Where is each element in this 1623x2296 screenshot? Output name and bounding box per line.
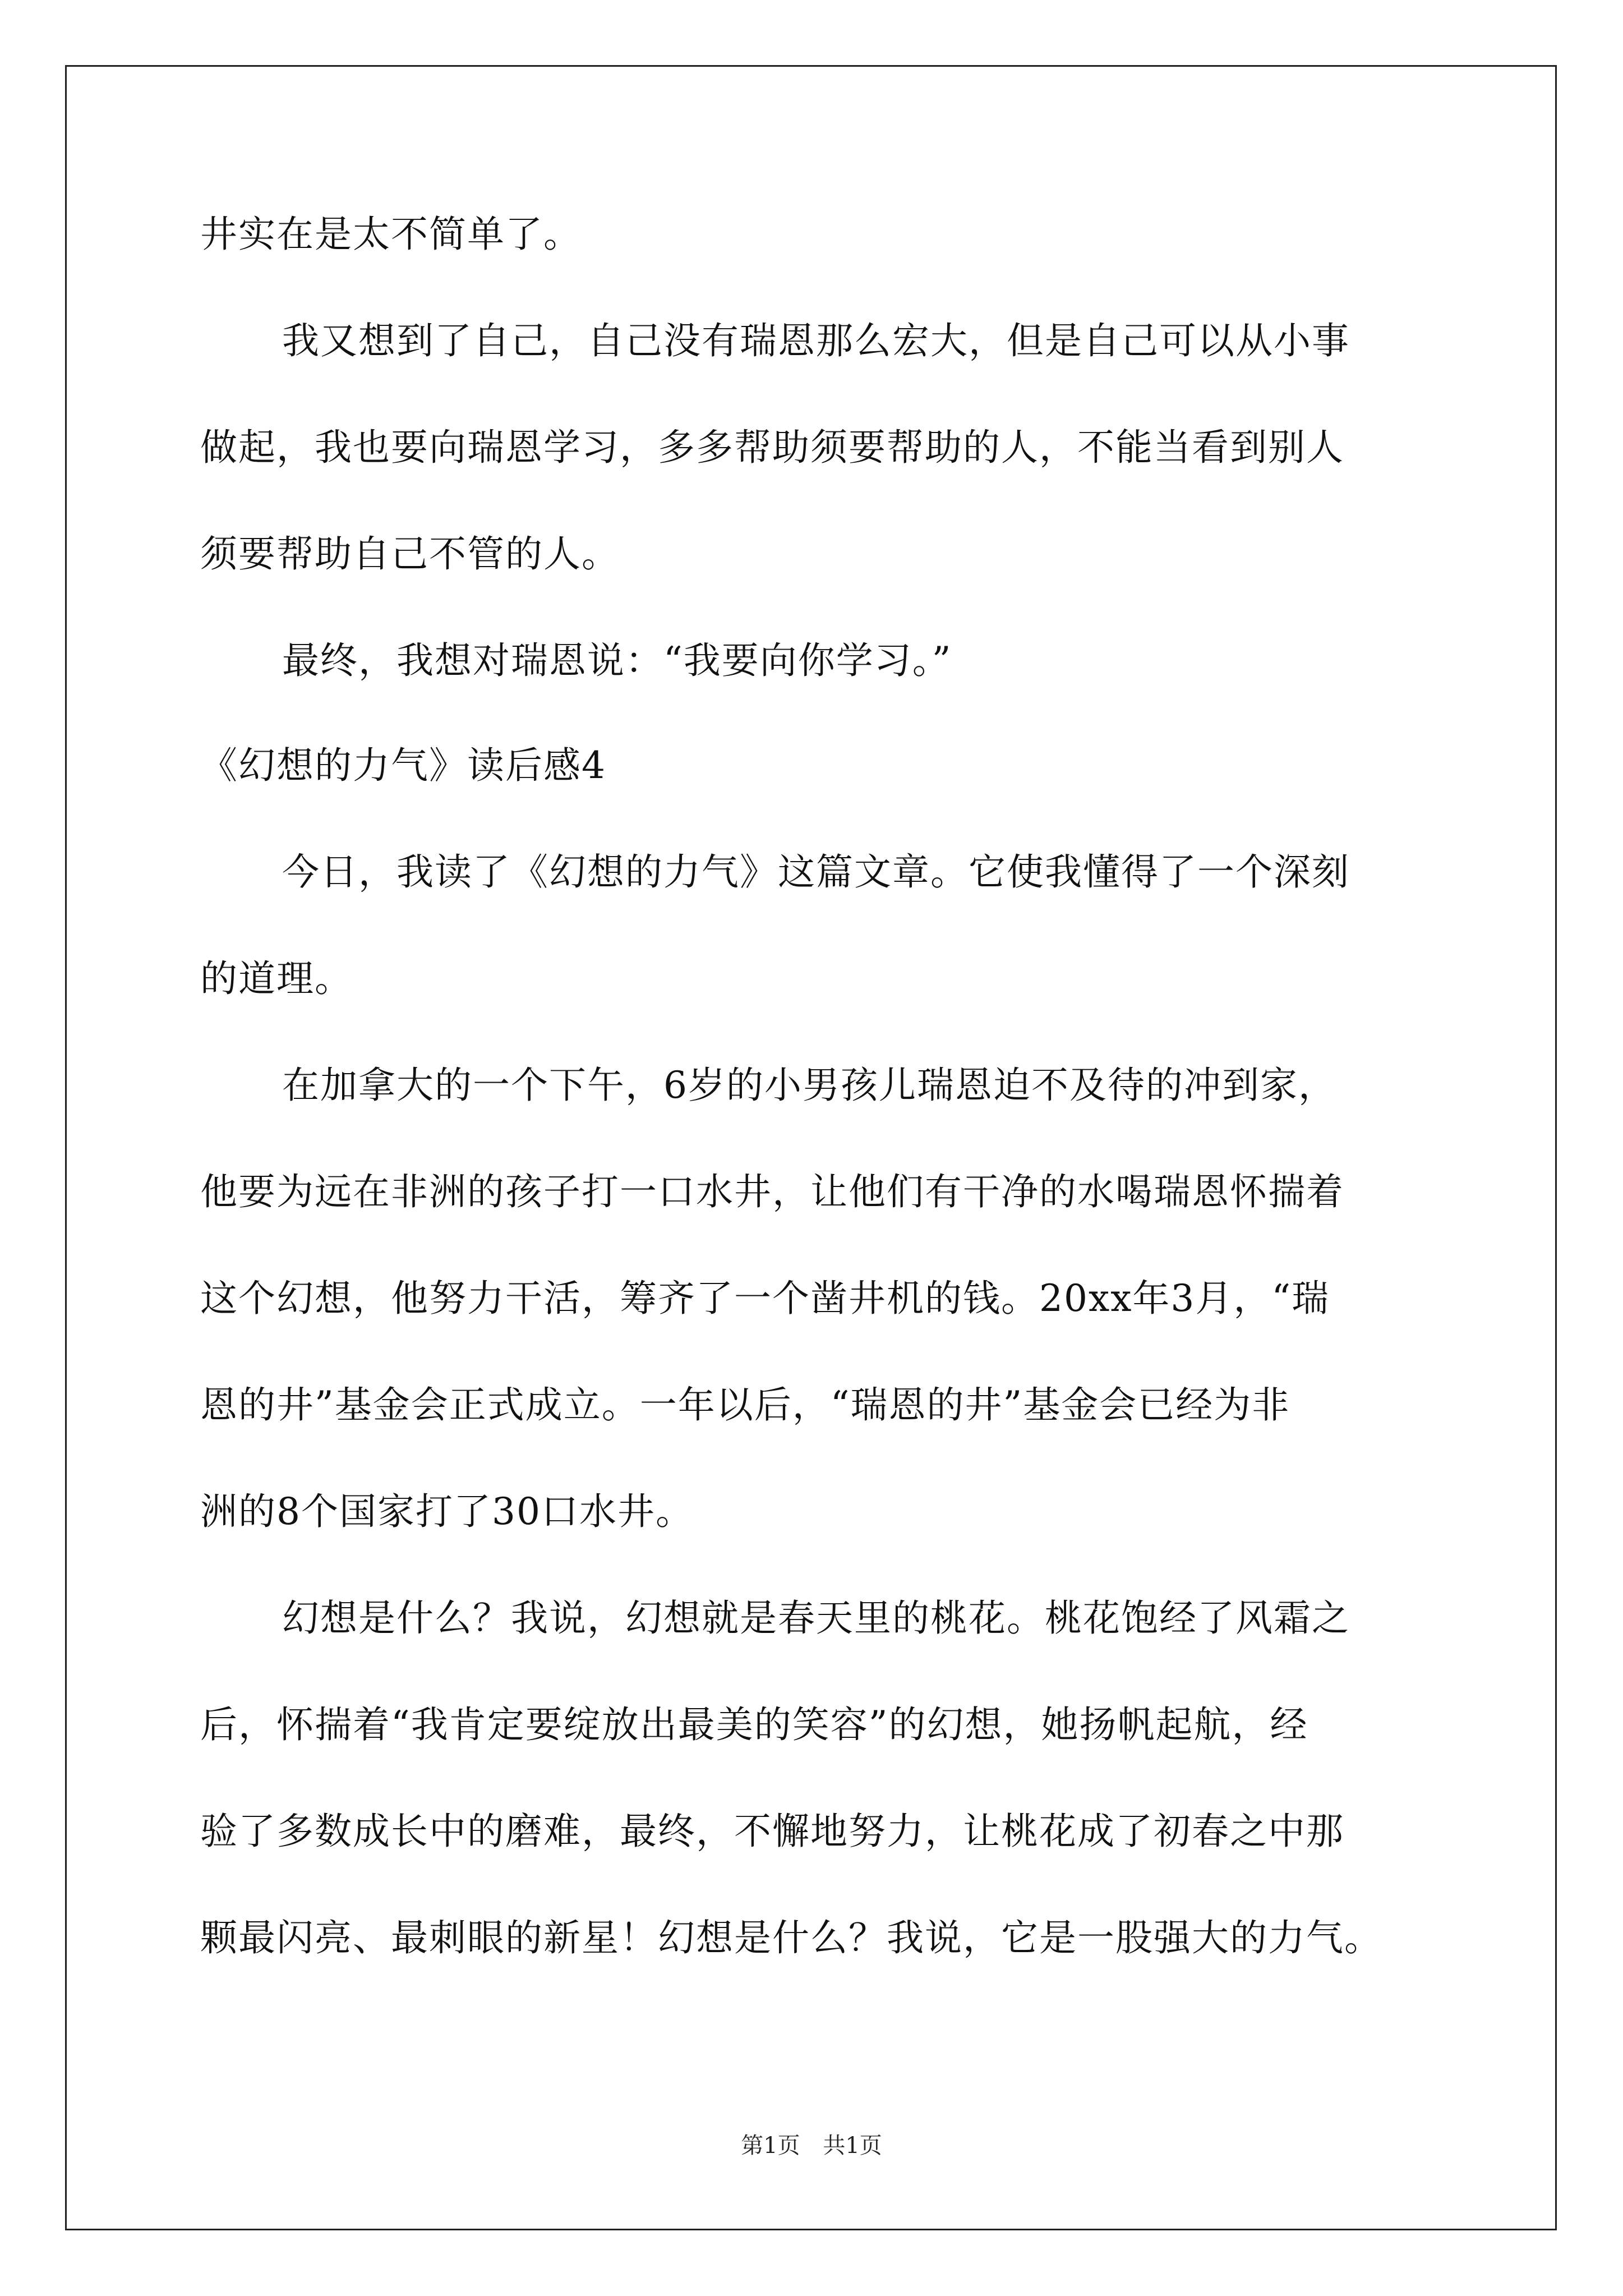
text-line: 恩的井”基金会正式成立。一年以后，“瑞恩的井”基金会已经为非 xyxy=(200,1383,1290,1427)
text-line: 幻想是什么？我说，幻想就是春天里的桃花。桃花饱经了风霜之 xyxy=(282,1596,1350,1640)
page-total: 共1页 xyxy=(823,2133,882,2159)
text-line: 做起，我也要向瑞恩学习，多多帮助须要帮助的人，不能当看到别人 xyxy=(200,426,1344,469)
section-heading: 《幻想的力气》读后感4 xyxy=(200,744,606,787)
text-line: 这个幻想，他努力干活，筹齐了一个凿井机的钱。20xx年3月，“瑞 xyxy=(200,1277,1330,1320)
text-line: 验了多数成长中的磨难，最终，不懈地努力，让桃花成了初春之中那 xyxy=(200,1810,1344,1853)
text-line: 在加拿大的一个下午，6岁的小男孩儿瑞恩迫不及待的冲到家， xyxy=(282,1064,1336,1107)
text-line: 我又想到了自己，自己没有瑞恩那么宏大，但是自己可以从小事 xyxy=(282,319,1350,362)
text-line: 今日，我读了《幻想的力气》这篇文章。它使我懂得了一个深刻 xyxy=(282,850,1350,894)
text-line: 洲的8个国家打了30口水井。 xyxy=(200,1490,694,1533)
page-number: 第1页 xyxy=(741,2133,800,2159)
text-line: 他要为远在非洲的孩子打一口水井，让他们有干净的水喝瑞恩怀揣着 xyxy=(200,1170,1344,1213)
text-line: 后，怀揣着“我肯定要绽放出最美的笑容”的幻想，她扬帆起航，经 xyxy=(200,1703,1308,1746)
page-border xyxy=(65,65,1557,2230)
text-line: 最终，我想对瑞恩说：“我要向你学习。” xyxy=(282,639,952,682)
text-line: 须要帮助自己不管的人。 xyxy=(200,532,620,576)
text-line: 井实在是太不简单了。 xyxy=(200,213,582,256)
text-line: 颗最闪亮、最刺眼的新星！幻想是什么？我说，它是一股强大的力气。 xyxy=(200,1916,1382,1959)
page-footer xyxy=(0,2132,1623,2160)
text-line: 的道理。 xyxy=(200,957,353,1000)
